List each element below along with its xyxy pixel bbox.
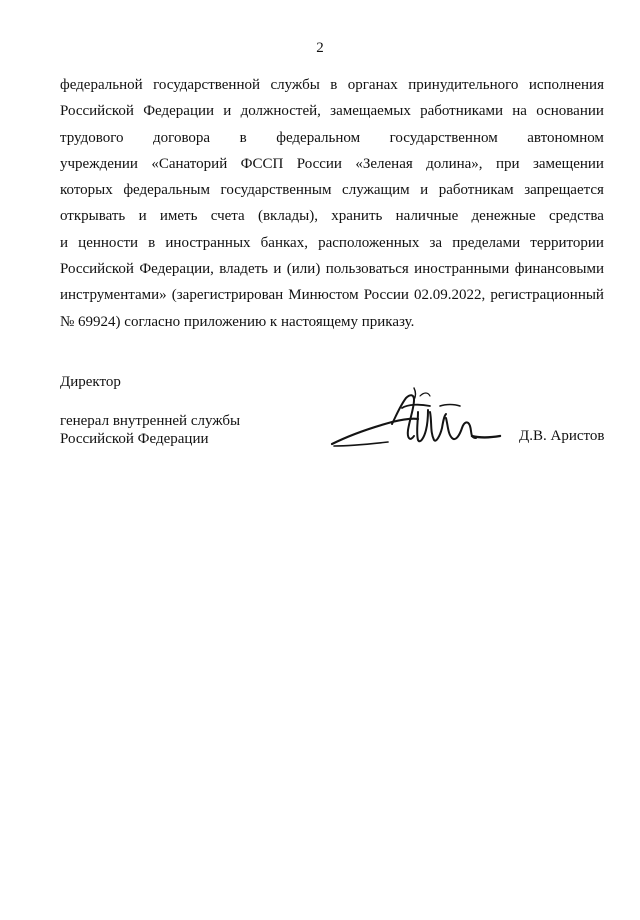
signer-rank-line: Российской Федерации xyxy=(60,431,209,447)
page-number: 2 xyxy=(316,40,324,56)
body-line: Российской Федерации, владеть и (или) пользоваться иностранными финансовыми xyxy=(60,261,604,278)
signer-rank xyxy=(60,412,240,448)
body-line: учреждении «Санаторий ФССП России «Зеленая долина», при замещении xyxy=(60,155,604,172)
body-line: № 69924) согласно приложению к настоящему приказу. xyxy=(60,313,415,330)
body-line: трудового договора в федеральном государственном автономном xyxy=(60,129,604,146)
body-line: и ценности в иностранных банках, расположенных за пределами территории xyxy=(60,234,604,251)
signer-rank-line: генерал внутренней службы xyxy=(60,413,241,429)
body-line: открывать и иметь счета (вклады), хранить наличные денежные средства xyxy=(60,208,604,225)
signer-name: Д.В. Аристов xyxy=(519,428,605,444)
handwritten-signature xyxy=(330,386,506,458)
body-line: инструментами» (зарегистрирован Минюстом России 02.09.2022, регистрационный xyxy=(60,287,604,304)
body-line: федеральной государственной службы в органах принудительного исполнения xyxy=(60,77,604,93)
body-line: Российской Федерации и должностей, замещаемых работниками на основании xyxy=(60,103,604,120)
body-paragraph xyxy=(60,72,604,335)
signer-position: Директор xyxy=(60,374,121,390)
body-line: которых федеральным государственным служащим и работникам запрещается xyxy=(60,182,604,199)
